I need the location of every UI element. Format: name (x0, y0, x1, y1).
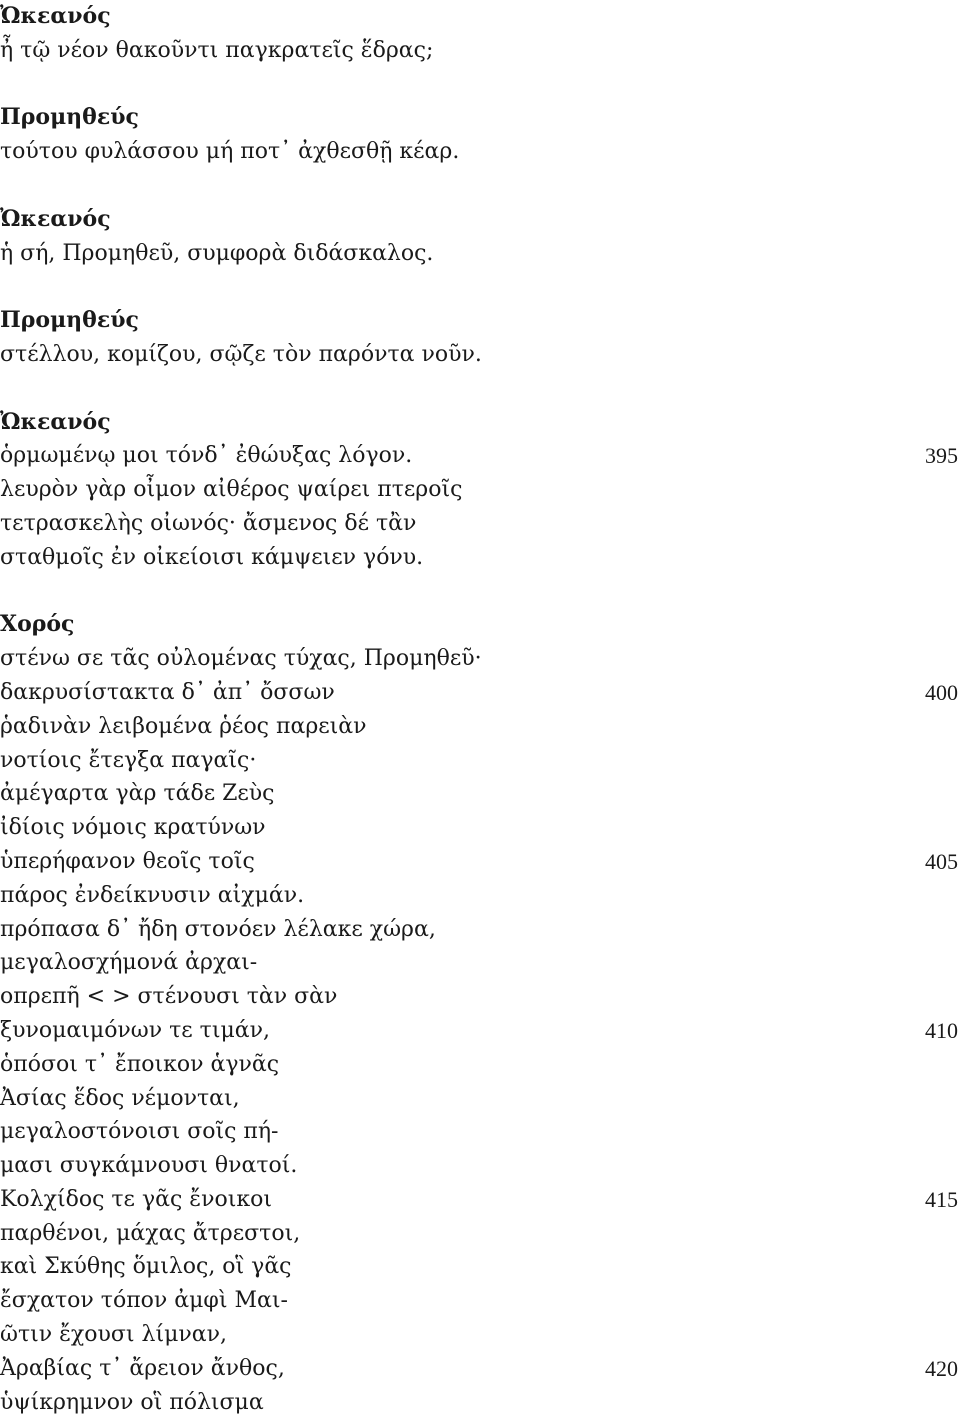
verse-line (0, 1386, 960, 1419)
verse-line (0, 879, 960, 913)
verse-line (0, 1352, 960, 1386)
verse-line (0, 744, 960, 778)
speech-block (0, 203, 960, 304)
verse-line (0, 676, 960, 710)
verse-line (0, 1183, 960, 1217)
speaker-name: Ὠκεανός (0, 3, 111, 29)
verse-line (0, 34, 960, 68)
verse-text: ὑψίκρημνον οἳ πόλισμα (0, 1389, 264, 1415)
line-number: 395 (925, 443, 958, 469)
verse-line (0, 1318, 960, 1352)
line-number: 410 (925, 1017, 958, 1043)
verse-text: ἰδίοις νόμοις κρατύνων (0, 815, 266, 841)
verse-line (0, 135, 960, 169)
verse-text: ξυνομαιμόνων τε τιμάν, (0, 1017, 270, 1043)
speech-block (0, 304, 960, 405)
verse-line (0, 439, 960, 473)
verse-text: πρόπασα δ᾽ ἤδη στονόεν λέλακε χώρα, (0, 916, 436, 942)
speaker-name: Ὠκεανός (0, 205, 111, 232)
verse-line (0, 811, 960, 845)
verse-text: ὑπερήφανον θεοῖς τοῖς (0, 848, 255, 874)
speaker-name: Προμηθεύς (0, 307, 139, 334)
verse-text: μεγαλοστόνοισι σοῖς πή- (0, 1119, 279, 1145)
verse-text: μεγαλοσχήμονά ἀρχαι- (0, 950, 258, 976)
speech-block (0, 101, 960, 202)
verse-line (0, 507, 960, 541)
verse-text: ὁρμωμένῳ μοι τόνδ᾽ ἐθώυξας λόγον. (0, 443, 413, 469)
line-number: 400 (925, 679, 958, 705)
verse-line (0, 913, 960, 947)
block-spacer (0, 270, 960, 304)
speech-block (0, 608, 960, 1419)
verse-text: οπρεπῆ < > στένουσι τὰν σὰν (0, 984, 338, 1010)
verse-line (0, 845, 960, 879)
verse-text: ἦ τῷ νέον θακοῦντι παγκρατεῖς ἕδρας; (0, 37, 434, 63)
line-number: 405 (925, 848, 958, 874)
verse-text: ὁπόσοι τ᾽ ἔποικον ἁγνᾶς (0, 1051, 280, 1077)
verse-line (0, 946, 960, 980)
verse-text: ῶτιν ἔχουσι λίμναν, (0, 1322, 227, 1348)
verse-text: Ἀραβίας τ᾽ ἄρειον ἄνθος, (0, 1355, 285, 1381)
verse-text: πάρος ἐνδείκνυσιν αἰχμάν. (0, 882, 305, 908)
verse-text: νοτίοις ἔτεγξα παγαῖς· (0, 747, 257, 773)
block-spacer (0, 372, 960, 406)
verse-line (0, 1217, 960, 1251)
verse-text: λευρὸν γὰρ οἶμον αἰθέρος ψαίρει πτεροῖς (0, 477, 463, 503)
verse-line (0, 710, 960, 744)
block-spacer (0, 169, 960, 203)
verse-text: στένω σε τᾶς οὐλομένας τύχας, Προμηθεῦ· (0, 646, 482, 672)
speech-block (0, 406, 960, 609)
verse-text: τετρασκελὴς οἰωνός· ἄσμενος δέ τἂν (0, 510, 417, 536)
verse-line (0, 1048, 960, 1082)
verse-line (0, 338, 960, 372)
verse-line (0, 1284, 960, 1318)
block-spacer (0, 575, 960, 609)
line-number: 420 (925, 1355, 958, 1381)
verse-text: τούτου φυλάσσου μή ποτ᾽ ἀχθεσθῇ κέαρ. (0, 139, 460, 165)
speaker-name: Προμηθεύς (0, 104, 139, 131)
verse-text: παρθένοι, μάχας ἄτρεστοι, (0, 1220, 301, 1246)
verse-line (0, 1014, 960, 1048)
verse-line (0, 1082, 960, 1116)
verse-text: Κολχίδος τε γᾶς ἔνοικοι (0, 1186, 272, 1212)
verse-text: Ἀσίας ἕδος νέμονται, (0, 1085, 240, 1111)
speaker-name: Ὠκεανός (0, 408, 111, 435)
verse-text: στέλλου, κομίζου, σῷζε τὸν παρόντα νοῦν. (0, 341, 482, 367)
verse-line (0, 473, 960, 507)
verse-text: ἀμέγαρτα γὰρ τάδε Ζεὺς (0, 781, 275, 807)
verse-text: ἔσχατον τόπον ἀμφὶ Μαι- (0, 1288, 288, 1314)
verse-line (0, 777, 960, 811)
verse-text: σταθμοῖς ἐν οἰκείοισι κάμψειεν γόνυ. (0, 544, 424, 570)
verse-line (0, 541, 960, 575)
speech-block (0, 0, 960, 101)
verse-text: ῥαδινὰν λειβομένα ῥέος παρειὰν (0, 713, 367, 739)
speaker-name: Χορός (0, 611, 75, 638)
verse-line (0, 642, 960, 676)
verse-text: μασι συγκάμνουσι θνατοί. (0, 1153, 298, 1179)
verse-line (0, 1115, 960, 1149)
verse-text: καὶ Σκύθης ὅμιλος, οἳ γᾶς (0, 1254, 292, 1280)
verse-line (0, 980, 960, 1014)
verse-line (0, 1250, 960, 1284)
verse-line (0, 1149, 960, 1183)
block-spacer (0, 68, 960, 102)
verse-text: ἡ σή, Προμηθεῦ, συμφορὰ διδάσκαλος. (0, 240, 434, 266)
verse-line (0, 237, 960, 271)
verse-text: δακρυσίστακτα δ᾽ ἀπ᾽ ὄσσων (0, 679, 335, 705)
line-number: 415 (925, 1186, 958, 1212)
